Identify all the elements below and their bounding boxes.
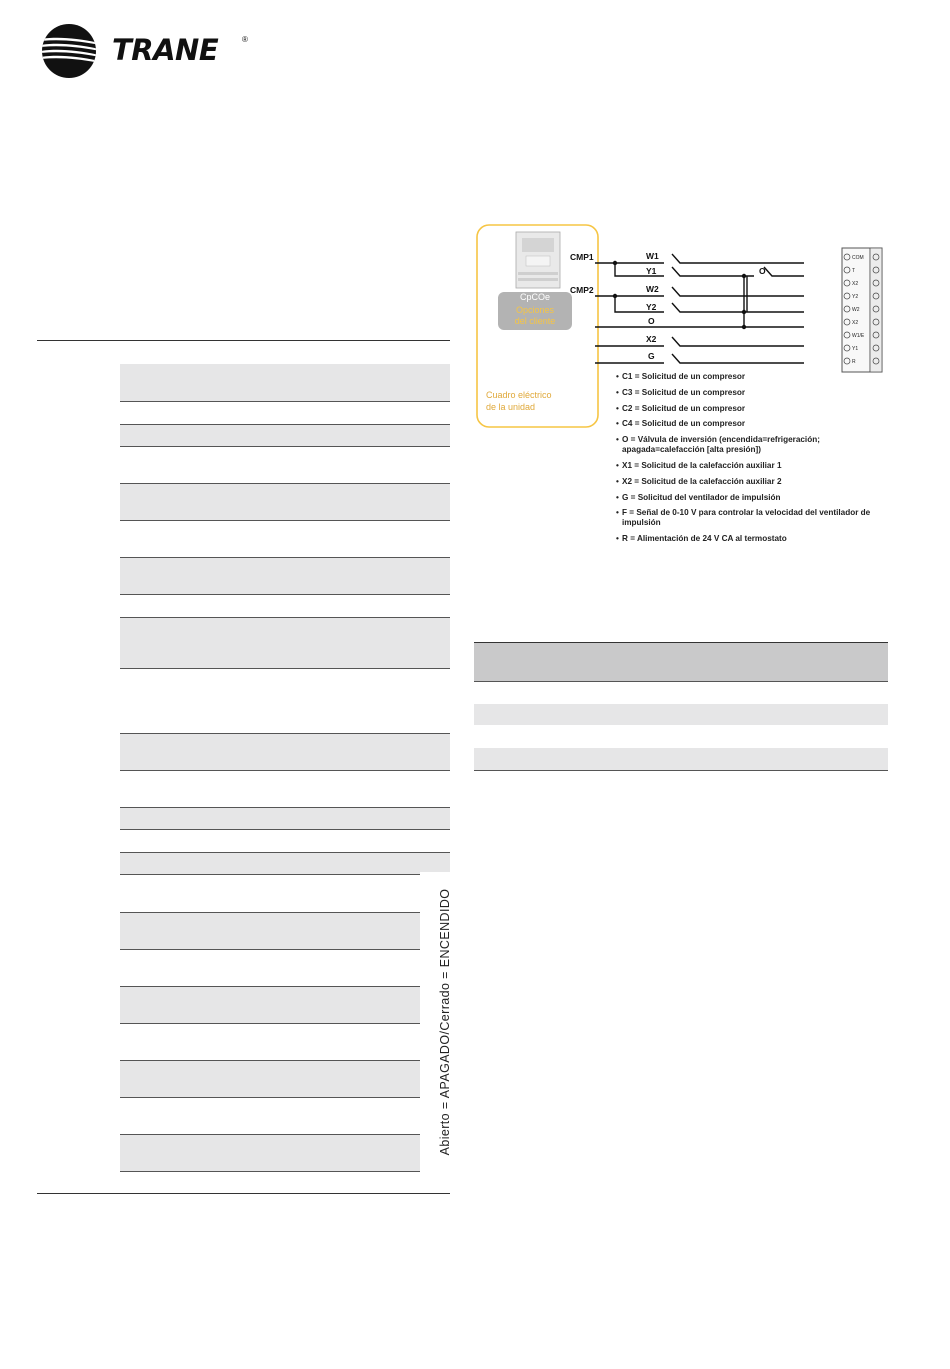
- table-row: [120, 830, 450, 853]
- terminal-label: W2: [852, 307, 860, 313]
- table-row: [120, 853, 450, 875]
- valve-label-o: O: [759, 266, 766, 276]
- table-top-rule: [37, 340, 450, 341]
- options-label-line1: Opciones: [515, 305, 555, 315]
- cmp2-label: CMP2: [570, 285, 594, 295]
- table-header: [474, 642, 888, 682]
- legend-item: • G = Solicitud del ventilador de impulsión: [616, 493, 892, 503]
- table-row: [120, 1098, 420, 1135]
- table-row: [120, 950, 420, 987]
- trane-logo: [40, 23, 248, 79]
- brand-name: TRANE: [112, 33, 219, 67]
- contact-state-text: Abierto = APAGADO/Cerrado = ENCENDIDO: [438, 888, 452, 1156]
- table-row: [474, 682, 888, 704]
- signal-label-y2: Y2: [646, 302, 657, 312]
- legend-item: • C4 = Solicitud de un compresor: [616, 419, 892, 429]
- table-row: [120, 734, 450, 771]
- terminal-label: W1/E: [852, 333, 865, 339]
- table-row: [120, 447, 450, 484]
- table-row: [120, 1024, 420, 1061]
- options-label-line2: del cliente: [514, 316, 556, 326]
- legend-item: • C3 = Solicitud de un compresor: [616, 388, 892, 398]
- controller-device-icon: [516, 232, 560, 288]
- table-row: [474, 748, 888, 771]
- table-row: [120, 558, 450, 595]
- legend-item: • F = Señal de 0-10 V para controlar la velocidad del ventilador de impulsión: [616, 508, 892, 528]
- table-row: [120, 1135, 420, 1172]
- panel-label-line2: de la unidad: [486, 402, 536, 412]
- signal-label-y1: Y1: [646, 266, 657, 276]
- contact-state-note: [420, 872, 470, 1172]
- terminal-label: T: [852, 268, 856, 274]
- table-row: [120, 521, 450, 558]
- table-row: [474, 704, 888, 725]
- cmp1-label: CMP1: [570, 252, 594, 262]
- diagram-legend: [616, 372, 892, 550]
- legend-item: • C1 = Solicitud de un compresor: [616, 372, 892, 382]
- legend-item: • X1 = Solicitud de la calefacción auxiliar 1: [616, 461, 892, 471]
- legend-item: • O = Válvula de inversión (encendida=refrigeración; apagada=calefacción [alta presión]): [616, 435, 892, 455]
- table-row: [120, 771, 450, 808]
- table-row: [120, 618, 450, 669]
- table-row: [120, 875, 420, 913]
- legend-item: • C2 = Solicitud de un compresor: [616, 404, 892, 414]
- legend-item: • X2 = Solicitud de la calefacción auxiliar 2: [616, 477, 892, 487]
- table-row: [120, 987, 420, 1024]
- table-row: [120, 402, 450, 425]
- terminal-label: X2: [852, 281, 859, 287]
- table-row: [120, 1061, 420, 1098]
- wiring-lines: [595, 254, 804, 363]
- signal-label-o: O: [648, 316, 655, 326]
- legend-item: • R = Alimentación de 24 V CA al termostato: [616, 534, 892, 544]
- signal-label-w1: W1: [646, 251, 659, 261]
- table-row: [120, 669, 450, 734]
- trane-emblem-icon: [40, 23, 100, 79]
- terminal-label: X2: [852, 320, 859, 326]
- left-specification-table: [37, 340, 450, 1195]
- signal-label-g: G: [648, 351, 655, 361]
- table-row: [474, 725, 888, 748]
- signal-label-x2: X2: [646, 334, 657, 344]
- table-row: [120, 425, 450, 447]
- controller-label: CpCOe: [519, 292, 551, 302]
- panel-label-line1: Cuadro eléctrico: [486, 390, 552, 400]
- table-bottom-rule: [37, 1193, 450, 1194]
- terminal-strip: [842, 248, 882, 372]
- terminal-label: Y2: [852, 294, 859, 300]
- table-row: [120, 595, 450, 618]
- table-row: [120, 808, 450, 830]
- table-row: [120, 364, 450, 402]
- registered-mark: ®: [242, 35, 248, 44]
- terminal-label: COM: [852, 255, 864, 261]
- signal-label-w2: W2: [646, 284, 659, 294]
- table-row: [120, 484, 450, 521]
- table-row: [120, 913, 420, 950]
- terminal-label: Y1: [852, 346, 859, 352]
- terminal-label: R: [852, 359, 856, 365]
